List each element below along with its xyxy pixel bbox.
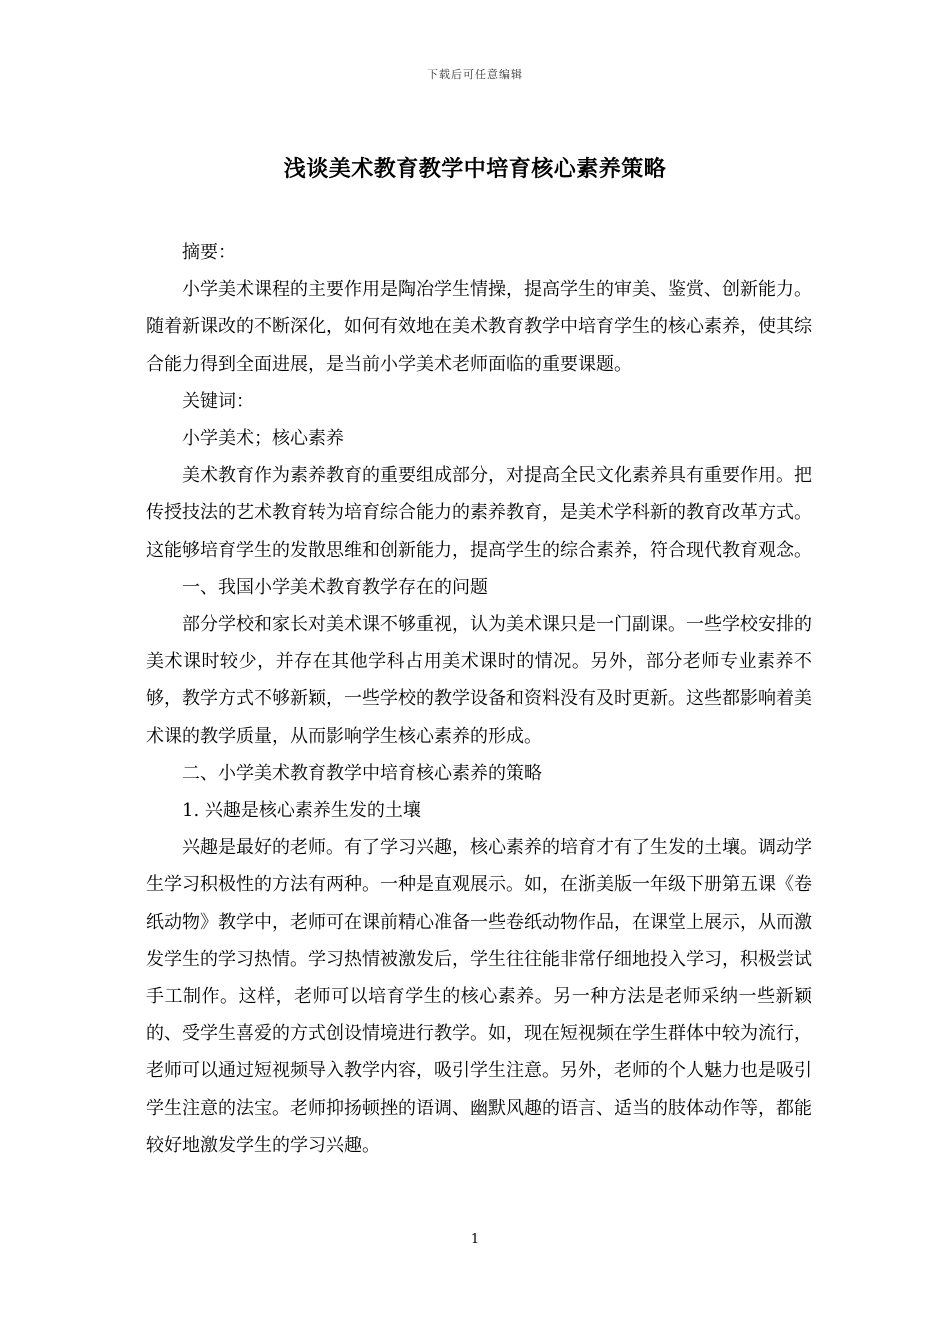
keywords-label: 关键词： (182, 390, 254, 412)
section-heading-1: 一、我国小学美术教育教学存在的问题 (182, 576, 488, 598)
subsection-heading-1: 1. 兴趣是核心素养生发的土壤 (182, 800, 421, 822)
abstract-label: 摘要： (182, 242, 236, 263)
section-paragraph-1: 部分学校和家长对美术课不够重视，认为美术课只是一门副课。一些学校安排的美术课时较少，并存在其他学科占用美术课时的情况。另外，部分老师专业素养不够，教学方式不够新颖，一些学校的教学设备和资料没有及时更新。这些都影响着美术课的教学质量，从而影响学生核心素养的形成。 (146, 614, 812, 747)
document-title: 浅谈美术教育教学中培育核心素养策略 (283, 157, 667, 182)
abstract-paragraph: 小学美术课程的主要作用是陶冶学生情操，提高学生的审美、鉴赏、创新能力。随着新课改的不断深化，如何有效地在美术教育教学中培育学生的核心素养，使其综合能力得到全面进展，是当前小学美术老师面临的重要课题。 (146, 279, 812, 375)
subsection-paragraph-1: 兴趣是最好的老师。有了学习兴趣，核心素养的培育才有了生发的土壤。调动学生学习积极性的方法有两种。一种是直观展示。如，在浙美版一年级下册第五课《卷纸动物》教学中，老师可在课前精心准备一些卷纸动物作品，在课堂上展示，从而激发学生的学习热情。学习热情被激发后，学生往往能非常仔细地投入学习，积极尝试手工制作。这样，老师可以培育学生的核心素养。另一种方法是老师采纳一些新颖的、受学生喜爱的方式创设情境进行教学。如，现在短视频在学生群体中较为流行，老师可以通过短视频导入教学内容，吸引学生注意。另外，老师的个人魅力也是吸引学生注意的法宝。老师抑扬顿挫的语调、幽默风趣的语言、适当的肢体动作等，都能较好地激发学生的学习兴趣。 (146, 837, 812, 1156)
document-body (146, 234, 812, 1164)
intro-paragraph: 美术教育作为素养教育的重要组成部分，对提高全民文化素养具有重要作用。把传授技法的艺术教育转为培育综合能力的素养教育，是美术学科新的教育改革方式。这能够培育学生的发散思维和创新能力，提高学生的综合素养，符合现代教育观念。 (146, 465, 812, 561)
section-heading-2: 二、小学美术教育教学中培育核心素养的策略 (182, 762, 542, 784)
page-number: 1 (470, 1232, 480, 1247)
header-note: 下载后可任意编辑 (427, 68, 523, 81)
keywords-paragraph: 小学美术；核心素养 (182, 428, 344, 450)
